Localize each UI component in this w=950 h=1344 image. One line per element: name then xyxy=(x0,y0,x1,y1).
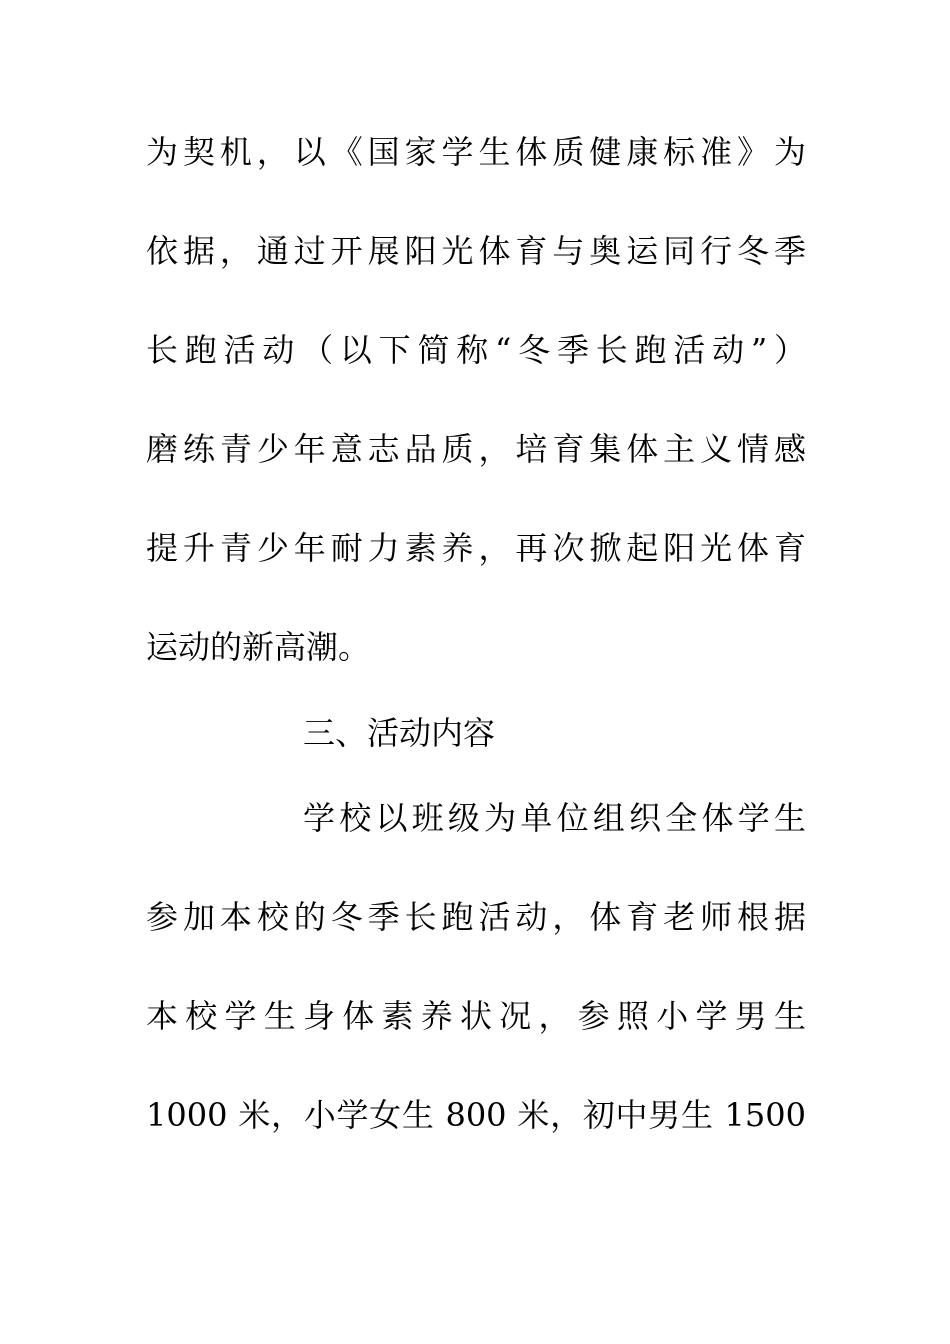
paragraph-line-6: 运动的新高潮。 xyxy=(146,628,371,666)
paragraph-line-2: 依据，通过开展阳光体育与奥运同行冬季 xyxy=(146,232,806,270)
paragraph-line-4: 磨练青少年意志品质，培育集体主义情感 xyxy=(146,430,806,468)
paragraph-line-8: 参加本校的冬季长跑活动，体育老师根据 xyxy=(146,898,806,936)
paragraph-line-3: 长跑活动（以下简称“冬季长跑活动”） xyxy=(146,331,806,369)
paragraph-line-5: 提升青少年耐力素养，再次掀起阳光体育 xyxy=(146,529,806,567)
paragraph-line-7: 学校以班级为单位组织全体学生 xyxy=(303,799,806,837)
section-heading: 三、活动内容 xyxy=(303,714,496,752)
paragraph-line-9: 本校学生身体素养状况，参照小学男生 xyxy=(146,997,806,1035)
paragraph-line-1: 为契机，以《国家学生体质健康标准》为 xyxy=(146,133,806,171)
paragraph-line-10: 1000 米，小学女生 800 米，初中男生 1500 xyxy=(146,1096,806,1134)
